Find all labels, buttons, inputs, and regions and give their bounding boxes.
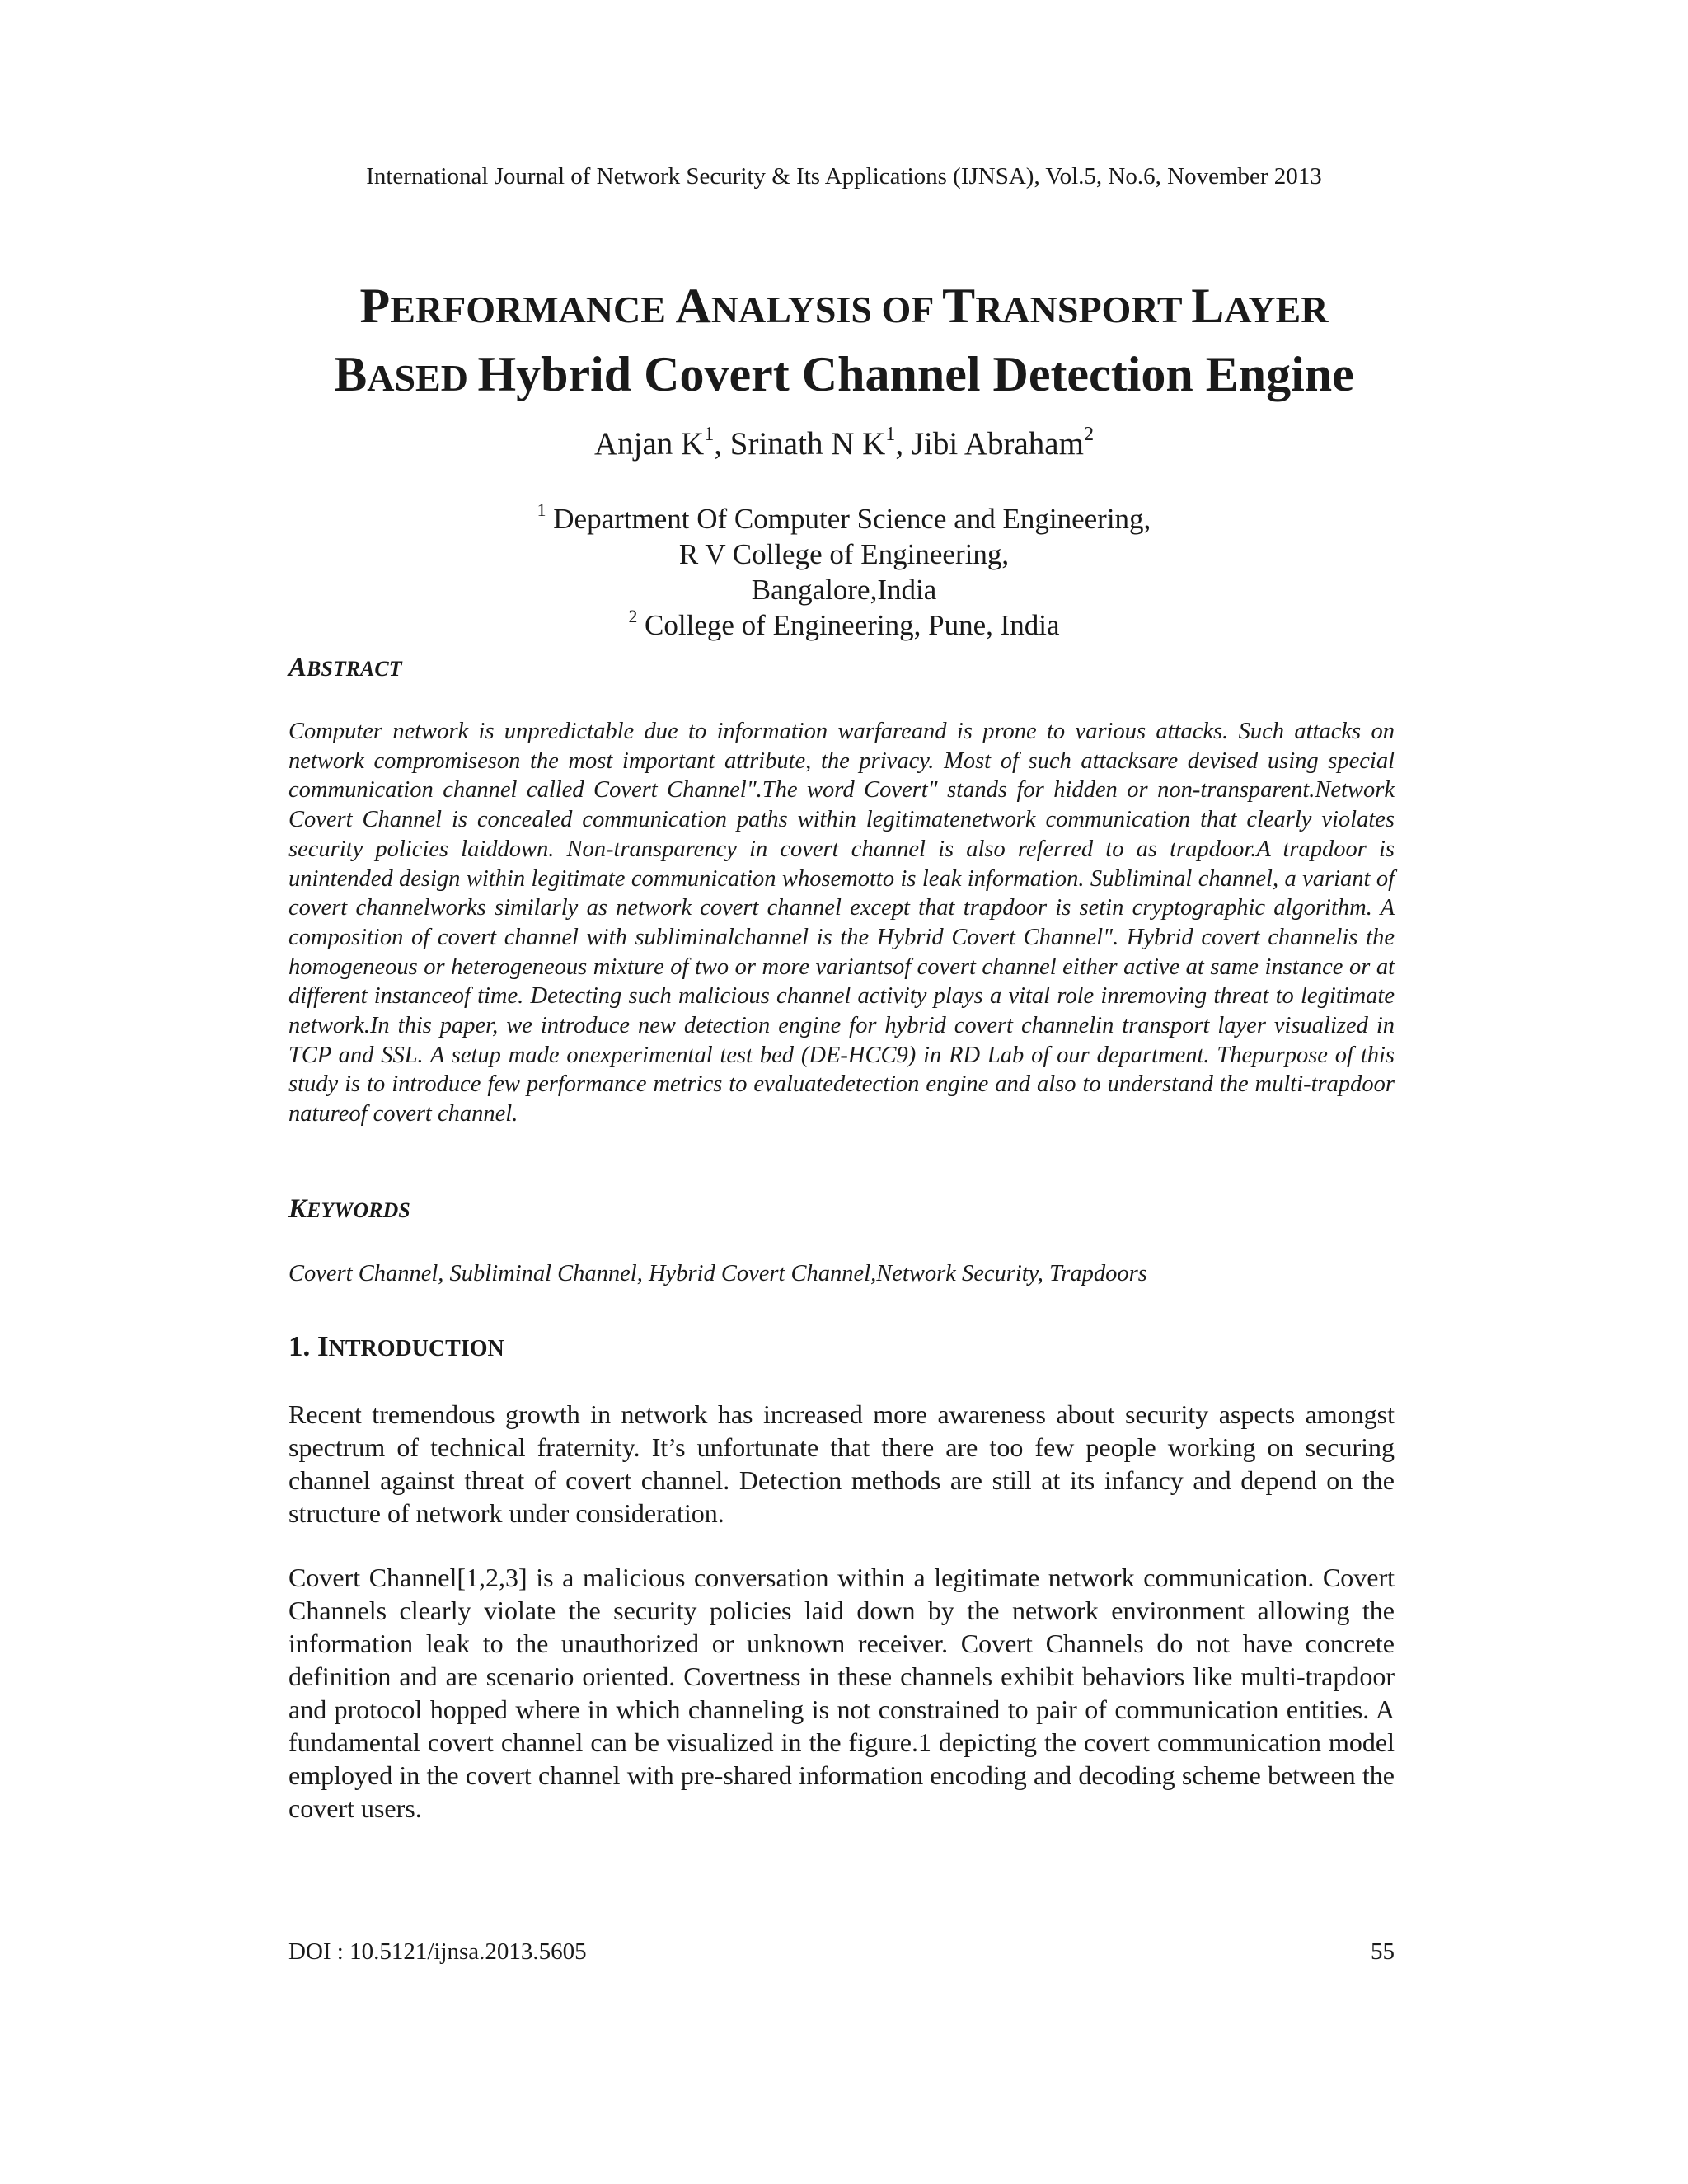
author-superscript: 1 [704,423,715,446]
abstract-heading [288,651,402,686]
heading-cap: 1. I [288,1330,329,1362]
title-part: AYER [1224,288,1329,330]
affiliation-superscript: 2 [628,606,638,626]
affiliation-text: College of Engineering, Pune, India [637,609,1060,641]
paper-title [239,274,1449,410]
heading-cap: A [288,653,307,682]
heading-cap: K [288,1194,307,1224]
doi-footer: DOI : 10.5121/ijnsa.2013.5605 [288,1938,587,1965]
running-header: International Journal of Network Security & Its Applications (IJNSA), Vol.5, No.6, November 2013 [366,163,1322,190]
title-part: NALYSIS OF [710,288,943,330]
affiliations [288,501,1400,643]
author-superscript: 2 [1083,423,1095,446]
affiliation-line: R V College of Engineering, [678,538,1010,570]
heading-rest: NTRODUCTION [328,1336,504,1361]
title-line-1 [239,274,1449,342]
title-part: L [1191,279,1225,333]
affiliation-text: Department Of Computer Science and Engineering, [546,503,1151,535]
heading-rest: BSTRACT [307,657,402,681]
title-part: A [675,279,711,333]
author-name: , Srinath N K [714,426,886,462]
affiliation-line [288,607,1400,643]
title-part: B [334,347,368,401]
abstract-body: Computer network is unpredictable due to information warfareand is prone to various attacks. Such attacks on network compromiseson the most important attribute, the privacy. Most of such attacksare devised using special communication channel called Covert Channel".The word Covert" stands for hidden or non-transparent.Network Covert Channel is concealed communication paths within legitimatenetwork communication that clearly violates security policies laiddown. Non-transparency in covert channel is also referred to as trapdoor.A trapdoor is unintended design within legitimate communication whosemotto is leak information. Subliminal channel, a variant of covert channelworks similarly as network covert channel except that trapdoor is setin cryptographic algorithm. A composition of covert channel with subliminalchannel is the Hybrid Covert Channel". Hybrid covert channelis the homogeneous or heterogeneous mixture of two or more variantsof covert channel either active at same instance or at different instanceof time. Detecting such malicious channel activity plays a vital role inremoving threat to legitimate network.In this paper, we introduce new detection engine for hybrid covert channelin transport layer visualized in TCP and SSL. A setup made onexperimental test bed (DE-HCC9) in RD Lab of our department. Thepurpose of this study is to introduce few performance metrics to evaluatedetection engine and also to understand the multi-trapdoor natureof covert channel. [288,719,1395,1127]
title-line-2 [239,342,1449,410]
author-superscript: 1 [885,423,896,446]
title-part: T [942,279,976,333]
author-name: Anjan K [593,426,705,462]
intro-paragraph-1: Recent tremendous growth in network has increased more awareness about security aspects amongst spectrum of technical fraternity. It’s unfortunate that there are too few people working on securing channel against threat of covert channel. Detection methods are still at its infancy and depend on the structure of network under consideration. [288,1399,1395,1528]
author-name: , Jibi Abraham [895,426,1084,462]
title-part: Hybrid Covert Channel Detection Engine [477,347,1354,401]
title-part: P [359,279,391,333]
affiliation-line [288,501,1400,537]
affiliation-line: Bangalore,India [751,574,937,606]
intro-paragraph-2: Covert Channel[1,2,3] is a malicious conversation within a legitimate network communication. Covert Channels clearly violate the security policies laid down by the network environment allowing the information leak to the unauthorized or unknown receiver. Covert Channels do not have concrete definition and are scenario oriented. Covertness in these channels exhibit behaviors like multi-trapdoor and protocol hopped where in which channeling is not constrained to pair of communication entities. A fundamental covert channel can be visualized in the figure.1 depicting the covert communication model employed in the covert channel with pre-shared information encoding and decoding scheme between the covert users. [288,1563,1395,1823]
title-part: ERFORMANCE [390,288,676,330]
keywords-heading [288,1193,410,1227]
keywords-body: Covert Channel, Subliminal Channel, Hybrid Covert Channel,Network Security, Trapdoors [288,1261,1147,1286]
author-list [288,424,1400,465]
heading-rest: EYWORDS [307,1198,410,1222]
title-part: ASED [367,357,478,399]
affiliation-superscript: 1 [537,499,546,520]
title-part: RANSPORT [975,288,1192,330]
page-number: 55 [1371,1938,1395,1965]
introduction-heading [288,1330,504,1366]
